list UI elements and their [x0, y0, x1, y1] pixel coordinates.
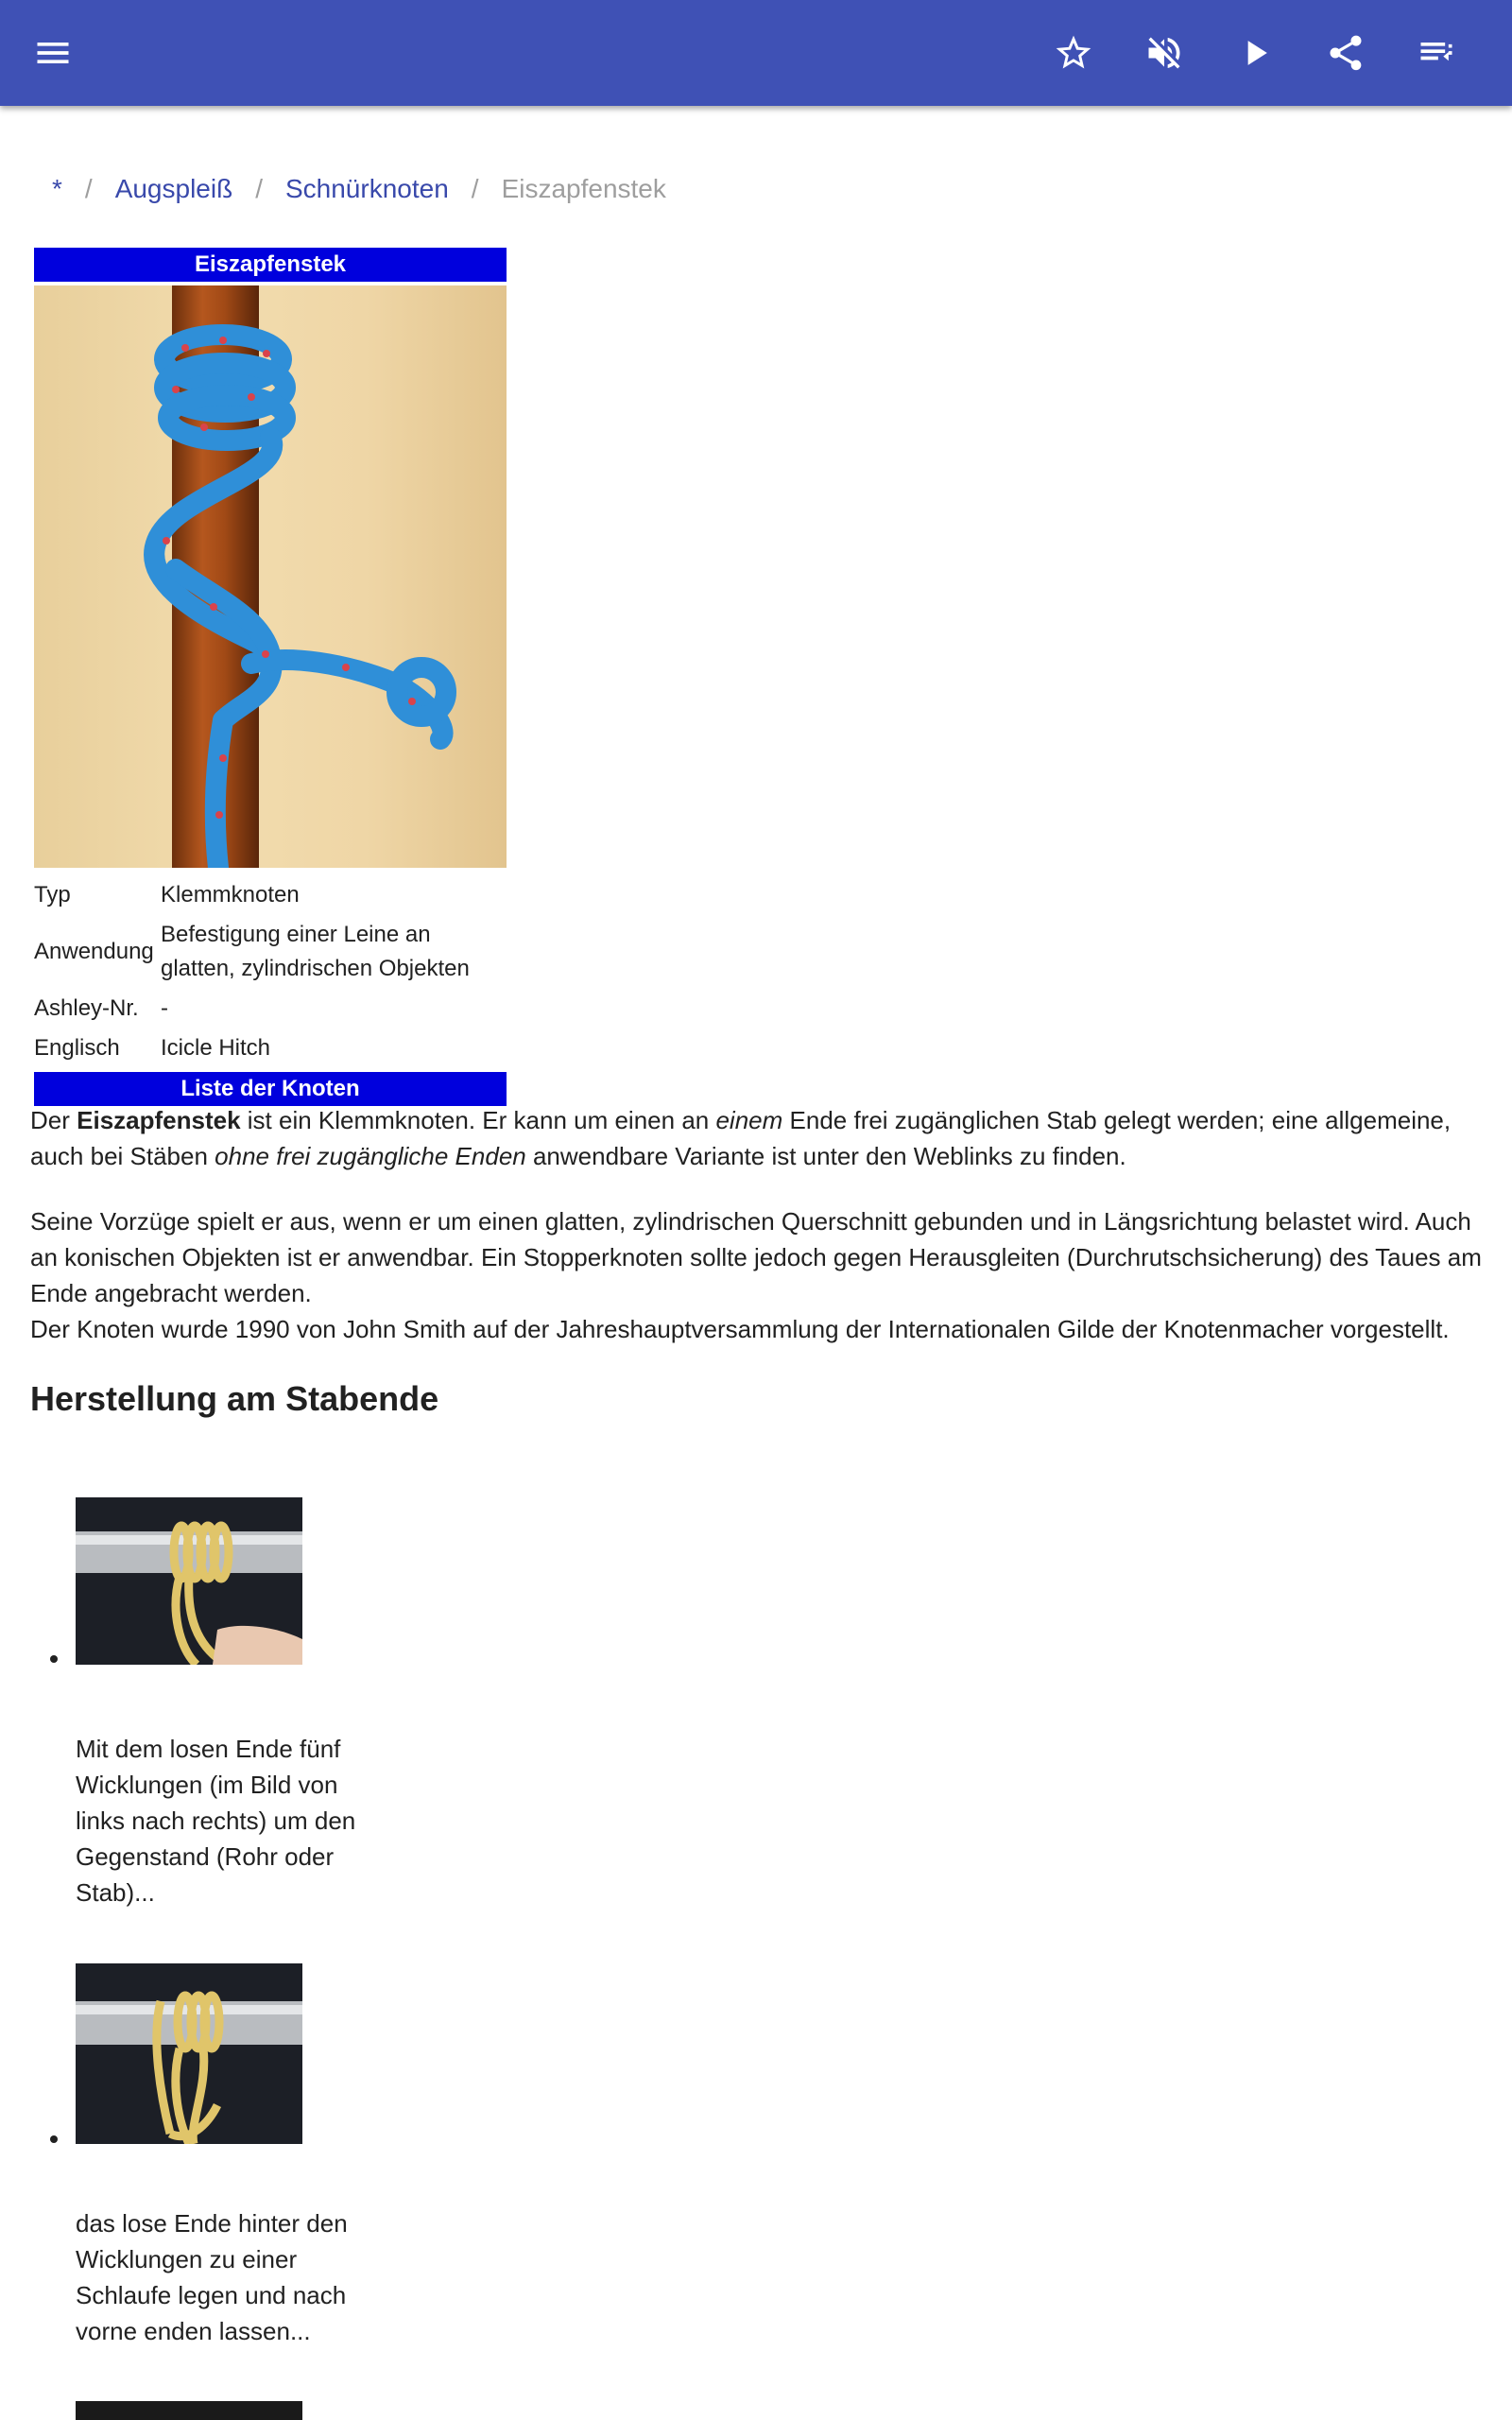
app-bar	[0, 0, 1512, 106]
step-1-image[interactable]	[76, 1497, 302, 1665]
breadcrumb-root[interactable]: *	[52, 174, 62, 203]
article-term: Eiszapfenstek	[77, 1106, 241, 1134]
breadcrumb-current: Eiszapfenstek	[501, 174, 666, 203]
usage-paragraph: Seine Vorzüge spielt er aus, wenn er um einen glatten, zylindrischen Querschnitt gebunden und in Längsrichtung belastet wird. Auch an konischen Objekten ist er anwendbar. Ein Stopperknoten sollte jedoch gegen Herausgleiten (Durchrutschsicherung) des Taues am Ende angebracht werden.	[30, 1207, 1482, 1307]
text-run: Ende frei zugänglichen Stab gelegt werden; eine allgemeine, auch bei Stäben	[30, 1106, 1452, 1170]
breadcrumb-schnuerknoten[interactable]: Schnürknoten	[284, 174, 449, 203]
play-button[interactable]	[1225, 23, 1285, 83]
breadcrumb-separator: /	[471, 174, 479, 203]
infobox-title: Eiszapfenstek	[34, 248, 507, 282]
breadcrumb-separator: /	[84, 174, 93, 203]
infobox-key: Typ	[34, 882, 71, 908]
infobox-value: Icicle Hitch	[161, 1035, 271, 1061]
knot-list-link[interactable]: Liste der Knoten	[34, 1072, 507, 1106]
breadcrumb-augspleiss[interactable]: Augspleiß	[114, 174, 233, 203]
star-outline-icon	[1053, 32, 1094, 74]
step-1-illustration	[76, 1497, 302, 1665]
step-2-illustration	[76, 1963, 302, 2144]
playlist-icon	[1416, 32, 1457, 74]
infobox-key: Ashley-Nr.	[34, 995, 139, 1021]
text-run: anwendbare Variante ist unter den Weblinks zu finden.	[525, 1142, 1126, 1170]
share-button[interactable]	[1315, 23, 1376, 83]
playlist-button[interactable]	[1406, 23, 1467, 83]
step-2-image[interactable]	[76, 1963, 302, 2144]
list-bullet	[50, 2135, 58, 2143]
infobox-row	[34, 915, 507, 989]
emphasis: einem	[715, 1106, 783, 1134]
text-run: ist ein Klemmknoten. Er kann um einen an	[240, 1106, 716, 1134]
intro-paragraph	[30, 1102, 1491, 1174]
infobox-key: Anwendung	[34, 939, 154, 964]
menu-icon	[32, 32, 74, 74]
bookmark-button[interactable]	[1043, 23, 1104, 83]
breadcrumb	[52, 168, 666, 210]
emphasis: ohne frei zugängliche Enden	[215, 1142, 526, 1170]
knot-illustration	[34, 285, 507, 868]
infobox-row	[34, 989, 507, 1028]
infobox	[34, 248, 507, 1106]
article-content	[30, 1102, 1491, 1422]
play-icon	[1234, 32, 1276, 74]
infobox-value: -	[161, 995, 168, 1021]
infobox-value: Befestigung einer Leine an glatten, zylindrischen Objekten	[161, 922, 470, 981]
infobox-table	[34, 875, 507, 1068]
infobox-row	[34, 875, 507, 915]
section-heading: Herstellung am Stabende	[30, 1379, 439, 1418]
step-2-text: das lose Ende hinter den Wicklungen zu einer Schlaufe legen und nach vorne enden lassen...	[76, 2209, 348, 2345]
infobox-value: Klemmknoten	[161, 882, 300, 908]
text-run: Der	[30, 1106, 77, 1134]
list-bullet	[50, 1655, 58, 1663]
breadcrumb-separator: /	[255, 174, 263, 203]
infobox-key: Englisch	[34, 1035, 120, 1061]
history-paragraph: Der Knoten wurde 1990 von John Smith auf der Jahreshauptversammlung der Internationalen Gilde der Knotenmacher vorgestellt.	[30, 1315, 1450, 1343]
mute-button[interactable]	[1134, 23, 1194, 83]
knot-photo[interactable]	[34, 285, 507, 868]
infobox-row	[34, 1028, 507, 1068]
volume-off-icon	[1143, 32, 1185, 74]
share-icon	[1325, 32, 1366, 74]
step-3-image[interactable]	[76, 2401, 302, 2420]
step-1-text: Mit dem losen Ende fünf Wicklungen (im Bild von links nach rechts) um den Gegenstand (Rohr oder Stab)...	[76, 1735, 356, 1907]
menu-button[interactable]	[23, 23, 83, 83]
